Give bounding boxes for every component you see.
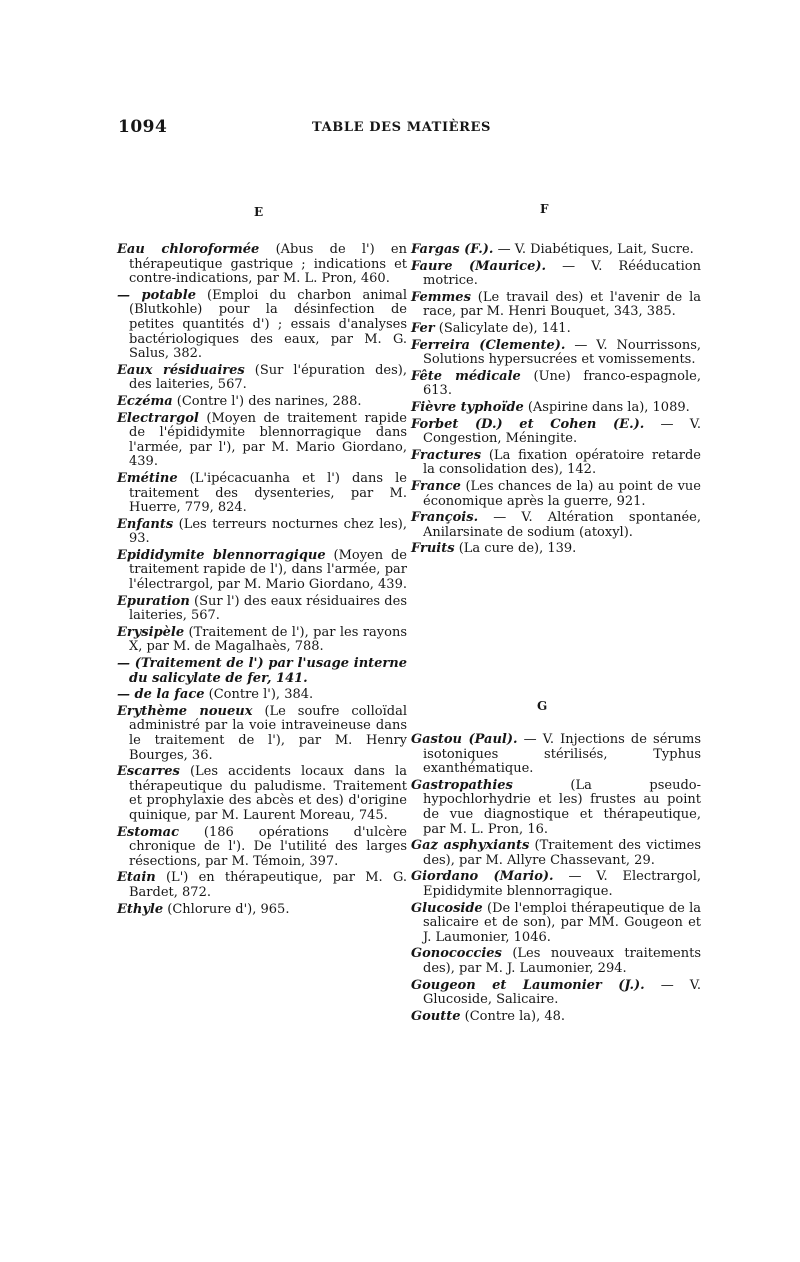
index-entry <box>411 542 701 557</box>
entry-heading: Fête médicale <box>411 368 521 384</box>
page-number: 1094 <box>118 117 168 137</box>
index-entry <box>117 395 407 410</box>
entry-text: (Emploi du charbon animal (Blutkohle) pour la désinfection de petites quantités d') ; essais d'analyses bactériologiques des eaux, par M. G. Salus, 382. <box>129 287 408 362</box>
entry-text: (Contre la), 48. <box>460 1008 566 1024</box>
entry-heading: Fer <box>411 320 435 336</box>
entry-text: (La cure de), 139. <box>454 541 577 557</box>
index-entry <box>117 871 407 900</box>
index-entry <box>117 412 407 470</box>
index-entry <box>117 903 407 918</box>
running-title: TABLE DES MATIÈRES <box>312 120 492 135</box>
entry-heading: Epididymite blennorragique <box>117 547 326 563</box>
section-letter-e: E <box>254 205 264 219</box>
entry-heading: Goutte <box>411 1008 461 1024</box>
entry-text: (De l'emploi thérapeutique de la salicaire et de son), par MM. Gougeon et J. Laumonier, 1046. <box>423 900 701 945</box>
entry-text: (La pseudo-hypochlorhydrie et les) frustes au point de vue diagnostique et thérapeutique, par M. L. Pron, 16. <box>423 777 701 837</box>
entry-heading: Estomac <box>117 824 179 840</box>
entry-text: — V. Congestion, Méningite. <box>423 416 701 447</box>
entry-text: (L') en thérapeutique, par M. G. Bardet, 872. <box>129 870 407 900</box>
entry-text: (Les terreurs nocturnes chez les), 93. <box>129 516 407 547</box>
index-entry <box>117 705 407 763</box>
index-entry <box>117 364 407 393</box>
entry-text: (Contre l'), 384. <box>204 687 314 703</box>
index-entry <box>411 870 701 899</box>
entry-text: (L'ipécacuanha et l') dans le traitement des dysenteries, par M. Huerre, 779, 824. <box>129 470 407 516</box>
index-entry <box>117 688 407 703</box>
entry-text: (Chlorure d'), 965. <box>163 901 290 917</box>
index-entry <box>411 370 701 399</box>
entry-heading: France <box>411 478 461 494</box>
index-entry <box>117 289 407 362</box>
entry-text: (Les chances de la) au point de vue économique après la guerre, 921. <box>423 478 701 509</box>
index-entry <box>411 733 701 777</box>
entry-heading: Fièvre typhoïde <box>411 399 524 415</box>
entry-heading: Gastou (Paul). <box>411 732 518 747</box>
entry-heading: Epuration <box>117 593 190 609</box>
entry-text: — V. Nourrissons, Solutions hypersucrées et vomissements. <box>423 337 701 368</box>
index-entry <box>411 902 701 946</box>
index-entry <box>411 418 701 447</box>
entry-text: (Contre l') des narines, 288. <box>172 393 362 409</box>
entry-heading: — (Traitement de l') par l'usage interne du salicylate de fer, 141. <box>117 656 407 686</box>
entry-heading: — potable <box>117 287 196 303</box>
index-entry <box>117 518 407 547</box>
index-entry <box>411 779 701 837</box>
entry-text: — V. Rééducation motrice. <box>423 258 701 289</box>
entry-text: — V. Injections de sérums isotoniques stérilisés, Typhus exanthématique. <box>423 732 701 777</box>
entry-heading: François. <box>411 510 479 526</box>
entry-text: — V. Altération spontanée, Anilarsinate de sodium (atoxyl). <box>423 510 701 540</box>
entry-text: (Une) franco-espagnole, 613. <box>423 368 701 399</box>
index-entry <box>411 291 701 320</box>
entry-heading: Electrargol <box>117 410 199 426</box>
entry-text: (Sur l') des eaux résiduaires des laiteries, 567. <box>129 593 407 624</box>
index-entry <box>117 595 407 624</box>
index-entry <box>411 339 701 368</box>
index-entry <box>411 401 701 416</box>
entry-heading: Glucoside <box>411 900 483 916</box>
entry-text: (Abus de l') en thérapeutique gastrique ; indications et contre-indications, par M. L. Pron, 460. <box>129 242 407 287</box>
entry-heading: Erythème noueux <box>117 703 253 719</box>
entry-heading: Etain <box>117 870 156 886</box>
index-column-f <box>411 243 701 559</box>
entry-heading: Gastropathies <box>411 777 513 793</box>
entry-text: (Salicylate de), 141. <box>434 320 571 336</box>
index-entry <box>411 979 701 1008</box>
index-entry <box>117 765 407 823</box>
entry-text: (Moyen de traitement rapide de l'épididymite blennorragique dans l'armée, par l'), par M. Mario Giordano, 439. <box>129 410 407 470</box>
entry-text: (Traitement des victimes des), par M. Allyre Chassevant, 29. <box>423 838 701 868</box>
section-letter-g: G <box>537 699 548 713</box>
entry-heading: Ferreira (Clemente). <box>411 337 566 353</box>
entry-text: (Le travail des) et l'avenir de la race, par M. Henri Bouquet, 343, 385. <box>423 289 701 320</box>
entry-text: — V. Diabétiques, Lait, Sucre. <box>493 242 694 257</box>
index-entry <box>117 657 407 686</box>
index-entry <box>411 260 701 289</box>
entry-text: (Les accidents locaux dans la thérapeutique du paludisme. Traitement et prophylaxie des abcès et des) d'origine quinique, par M. Laurent Moreau, 745. <box>129 764 407 823</box>
entry-text: (Traitement de l'), par les rayons X, par M. de Magalhaès, 788. <box>129 624 407 655</box>
entry-text: (186 opérations d'ulcère chronique de l'). De l'utilité des larges résections, par M. Témoin, 397. <box>129 824 407 869</box>
entry-heading: Eczéma <box>117 393 173 409</box>
entry-heading: Faure (Maurice). <box>411 258 547 274</box>
entry-text: (Sur l'épuration des), des laiteries, 567. <box>129 362 407 393</box>
entry-heading: Giordano (Mario). <box>411 869 554 885</box>
index-entry <box>411 947 701 976</box>
entry-heading: Fargas (F.). <box>411 242 494 257</box>
entry-heading: Fractures <box>411 447 482 463</box>
entry-heading: Gaz asphyxiants <box>411 838 530 854</box>
entry-heading: Enfants <box>117 516 174 532</box>
entry-heading: Eau chloroformée <box>117 242 260 257</box>
index-entry <box>117 626 407 655</box>
entry-text: (Moyen de traitement rapide de l'), dans l'armée, par l'électrargol, par M. Mario Giordano, 439. <box>129 547 407 593</box>
entry-heading: Emétine <box>117 470 178 486</box>
index-entry <box>117 472 407 516</box>
index-entry <box>411 839 701 868</box>
entry-heading: Fruits <box>411 541 455 557</box>
entry-heading: Gougeon et Laumonier (J.). <box>411 977 645 993</box>
entry-heading: Ethyle <box>117 901 164 917</box>
index-entry <box>411 1010 701 1025</box>
entry-heading: Gonococcies <box>411 946 502 962</box>
section-letter-f: F <box>540 202 549 216</box>
entry-text: (Le soufre colloïdal administré par la voie intraveineuse dans le traitement de l'), par M. Henry Bourges, 36. <box>129 703 408 763</box>
entry-text: (Aspirine dans la), 1089. <box>523 399 690 415</box>
entry-heading: Femmes <box>411 289 471 305</box>
index-entry <box>411 449 701 478</box>
index-entry <box>411 243 701 258</box>
entry-text: — V. Electrargol, Epididymite blennorragique. <box>423 869 701 899</box>
index-column-e <box>117 243 407 919</box>
entry-text: — V. Glucoside, Salicaire. <box>423 977 702 1008</box>
entry-heading: Forbet (D.) et Cohen (E.). <box>411 416 645 432</box>
index-entry <box>117 243 407 287</box>
entry-text: (La fixation opératoire retarde la consolidation des), 142. <box>423 447 701 478</box>
index-entry <box>117 549 407 593</box>
entry-heading: — de la face <box>117 687 205 703</box>
entry-heading: Escarres <box>117 764 180 780</box>
index-entry <box>411 511 701 540</box>
index-entry <box>117 826 407 870</box>
entry-text: (Les nouveaux traitements des), par M. J. Laumonier, 294. <box>423 946 701 976</box>
index-entry <box>411 322 701 337</box>
entry-heading: Erysipèle <box>117 624 185 640</box>
index-entry <box>411 480 701 509</box>
index-column-g <box>411 733 701 1026</box>
entry-heading: Eaux résiduaires <box>117 362 245 378</box>
